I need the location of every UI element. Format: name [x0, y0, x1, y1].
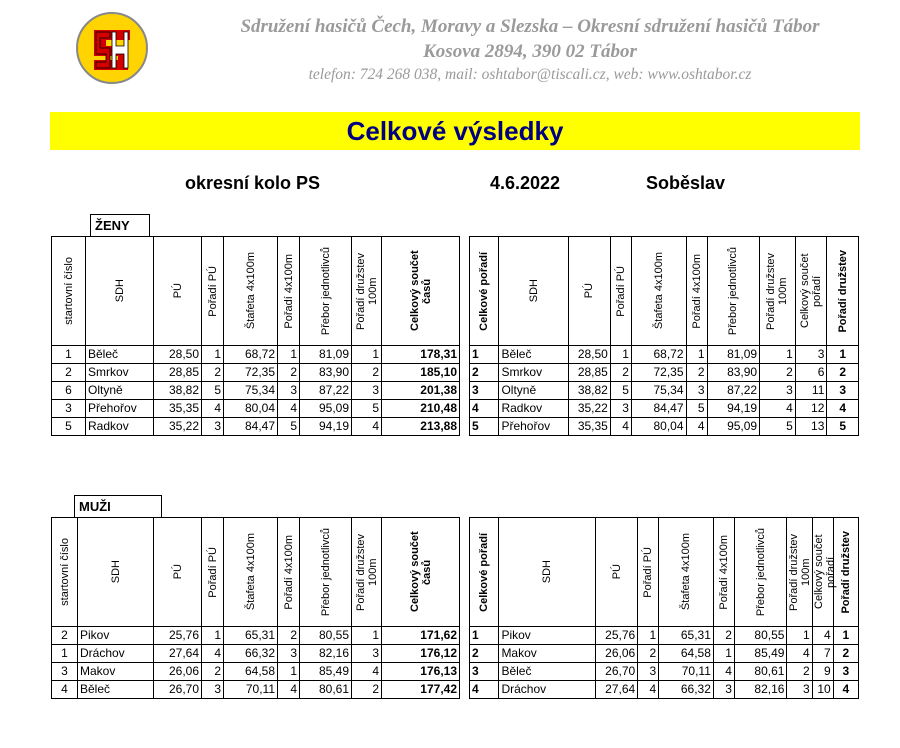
table-cell: 85,49 [734, 645, 787, 663]
table-row [470, 346, 859, 364]
table-cell: 213,88 [382, 418, 460, 436]
column-header-label: Celkový součet pořadí [812, 534, 837, 610]
table-cell: 2 [713, 627, 734, 645]
page-title: Celkové výsledky [346, 116, 564, 146]
column-header [278, 518, 300, 627]
table-cell: 3 [278, 645, 300, 663]
table-cell: 4 [352, 663, 382, 681]
team-name-cell: Smrkov [86, 364, 154, 382]
column-header [382, 237, 460, 346]
team-name-cell: Oltyně [86, 382, 154, 400]
column-header-label: Celkové pořadí [478, 251, 491, 331]
table-cell: 5 [470, 418, 499, 436]
table-cell: 65,31 [224, 627, 278, 645]
column-header-label: PÚ [171, 564, 184, 580]
table-cell: 95,09 [707, 418, 760, 436]
column-header [827, 237, 859, 346]
column-header [154, 518, 202, 627]
table-cell: 5 [352, 400, 382, 418]
column-header-label: Pořadí 4x100m [282, 253, 295, 329]
table-cell: 26,70 [154, 681, 202, 699]
team-name-cell: Běleč [499, 663, 596, 681]
table-cell: 80,61 [734, 663, 787, 681]
header-row [52, 237, 460, 346]
table-cell: 2 [686, 364, 707, 382]
table-cell: 3 [787, 681, 812, 699]
team-name-cell: Oltyně [499, 382, 568, 400]
table-cell: 2 [352, 364, 382, 382]
table-cell: 5 [760, 418, 796, 436]
table-cell: 1 [470, 627, 499, 645]
table-cell: 70,11 [224, 681, 278, 699]
table-row [470, 663, 859, 681]
table-cell: 84,47 [224, 418, 278, 436]
table-cell: 94,19 [300, 418, 352, 436]
table-row [52, 400, 460, 418]
table-cell: 5 [827, 418, 859, 436]
column-header-label: Pořadí 4x100m [282, 534, 295, 610]
table-cell: 10 [812, 681, 833, 699]
column-header-label: SDH [109, 560, 122, 584]
column-header-label: Přebor jednotlivců [319, 527, 332, 617]
table-cell: 3 [52, 663, 78, 681]
table-cell: 66,32 [224, 645, 278, 663]
header-row [470, 237, 859, 346]
table-cell: 75,34 [224, 382, 278, 400]
table-cell: 4 [638, 681, 659, 699]
column-header [787, 518, 812, 627]
column-header [300, 237, 352, 346]
table-cell: 3 [795, 346, 827, 364]
table-cell: 5 [278, 418, 300, 436]
table-row [470, 645, 859, 663]
table-cell: 1 [713, 645, 734, 663]
table-cell: 28,85 [568, 364, 610, 382]
table-cell: 1 [833, 627, 858, 645]
table-cell: 82,16 [300, 645, 352, 663]
results-table-zeny-times [51, 236, 460, 436]
table-cell: 171,62 [382, 627, 460, 645]
table-cell: 95,09 [300, 400, 352, 418]
table-row [52, 418, 460, 436]
table-cell: 26,70 [596, 663, 638, 681]
column-header [202, 518, 224, 627]
table-row [52, 663, 460, 681]
table-cell: 1 [278, 663, 300, 681]
team-name-cell: Běleč [499, 346, 568, 364]
table-cell: 1 [52, 346, 86, 364]
column-header-label: SDH [113, 279, 126, 303]
column-header-label: PÚ [583, 283, 596, 299]
column-header-label: Pořadí družstev [839, 530, 852, 614]
table-cell: 3 [52, 400, 86, 418]
column-header [499, 237, 568, 346]
table-cell: 35,35 [568, 418, 610, 436]
column-header [52, 237, 86, 346]
table-cell: 82,16 [734, 681, 787, 699]
table-cell: 5 [686, 400, 707, 418]
team-name-cell: Radkov [499, 400, 568, 418]
title-banner [50, 112, 860, 150]
table-cell: 25,76 [154, 627, 202, 645]
table-cell: 4 [202, 400, 224, 418]
team-name-cell: Dráchov [499, 681, 596, 699]
table-cell: 4 [812, 627, 833, 645]
table-cell: 2 [610, 364, 631, 382]
table-cell: 3 [470, 382, 499, 400]
header-address: Kosova 2894, 390 02 Tábor [423, 41, 637, 62]
column-header [470, 518, 499, 627]
table-cell: 38,82 [154, 382, 202, 400]
table-cell: 3 [278, 382, 300, 400]
column-header-label: Přebor jednotlivců [754, 527, 767, 617]
column-header-label: Štafeta 4x100m [244, 252, 257, 330]
column-header [499, 518, 596, 627]
table-cell: 4 [713, 663, 734, 681]
table-cell: 64,58 [659, 645, 714, 663]
column-header-label: SDH [527, 279, 540, 303]
table-cell: 94,19 [707, 400, 760, 418]
column-header [596, 518, 638, 627]
column-header [812, 518, 837, 627]
column-header [86, 237, 154, 346]
column-header-label: Celkový součet pořadí [799, 253, 824, 329]
table-cell: 75,34 [631, 382, 686, 400]
table-cell: 80,55 [300, 627, 352, 645]
table-cell: 4 [686, 418, 707, 436]
team-name-cell: Makov [78, 663, 154, 681]
table-cell: 6 [52, 382, 86, 400]
column-header [470, 237, 499, 346]
column-header-label: Přebor jednotlivců [319, 246, 332, 336]
column-header-label: Přebor jednotlivců [727, 246, 740, 336]
table-cell: 2 [638, 645, 659, 663]
column-header-label: Pořadí družstev [836, 249, 849, 333]
column-header [760, 237, 796, 346]
column-header [659, 518, 714, 627]
category-label-zeny: ŽENY [90, 214, 150, 236]
column-header [154, 237, 202, 346]
table-cell: 35,35 [154, 400, 202, 418]
table-cell: 2 [278, 627, 300, 645]
table-cell: 85,49 [300, 663, 352, 681]
column-header-label: Pořadí družstev 100m [354, 252, 379, 330]
table-cell: 1 [610, 346, 631, 364]
team-name-cell: Dráchov [78, 645, 154, 663]
header-organization: Sdružení hasičů Čech, Moravy a Slezska – Okresní sdružení hasičů Tábor [240, 16, 820, 37]
column-header-label: Pořadí družstev 100m [787, 533, 812, 611]
table-cell: 2 [352, 681, 382, 699]
table-cell: 13 [795, 418, 827, 436]
table-cell: 4 [352, 418, 382, 436]
table-cell: 80,04 [224, 400, 278, 418]
event-date: 4.6.2022 [490, 173, 561, 193]
column-header-label: Celkové pořadí [478, 532, 491, 612]
column-header [638, 518, 659, 627]
table-cell: 3 [833, 663, 858, 681]
table-cell: 2 [760, 364, 796, 382]
table-cell: 72,35 [224, 364, 278, 382]
table-cell: 4 [278, 400, 300, 418]
table-cell: 11 [795, 382, 827, 400]
table-cell: 80,61 [300, 681, 352, 699]
table-cell: 27,64 [154, 645, 202, 663]
team-name-cell: Běleč [86, 346, 154, 364]
column-header [734, 518, 787, 627]
table-cell: 68,72 [631, 346, 686, 364]
header-row [470, 518, 859, 627]
team-name-cell: Běleč [78, 681, 154, 699]
table-cell: 3 [470, 663, 499, 681]
table-cell: 5 [610, 382, 631, 400]
table-cell: 87,22 [300, 382, 352, 400]
column-header [224, 237, 278, 346]
table-cell: 4 [833, 681, 858, 699]
column-header [610, 237, 631, 346]
table-cell: 3 [827, 382, 859, 400]
table-cell: 25,76 [596, 627, 638, 645]
table-row [470, 382, 859, 400]
team-name-cell: Pikov [78, 627, 154, 645]
table-cell: 68,72 [224, 346, 278, 364]
column-header [52, 518, 78, 627]
table-cell: 81,09 [707, 346, 760, 364]
table-cell: 26,06 [154, 663, 202, 681]
table-cell: 3 [202, 418, 224, 436]
table-cell: 2 [833, 645, 858, 663]
table-cell: 1 [278, 346, 300, 364]
column-header-label: Celkový součet časů [408, 250, 433, 332]
table-cell: 1 [686, 346, 707, 364]
table-cell: 210,48 [382, 400, 460, 418]
table-cell: 2 [52, 627, 78, 645]
table-cell: 2 [470, 645, 499, 663]
team-name-cell: Pikov [499, 627, 596, 645]
table-row [470, 364, 859, 382]
category-label-muzi: MUŽI [74, 495, 162, 517]
table-cell: 2 [787, 663, 812, 681]
table-cell: 80,04 [631, 418, 686, 436]
table-cell: 38,82 [568, 382, 610, 400]
column-header-label: Štafeta 4x100m [680, 533, 693, 611]
column-header-label: startovní číslo [58, 538, 71, 606]
column-header [300, 518, 352, 627]
table-cell: 1 [760, 346, 796, 364]
table-cell: 12 [795, 400, 827, 418]
table-cell: 1 [787, 627, 812, 645]
table-cell: 1 [52, 645, 78, 663]
team-name-cell: Přehořov [499, 418, 568, 436]
table-cell: 4 [470, 681, 499, 699]
column-header-label: Pořadí 4x100m [690, 253, 703, 329]
table-cell: 64,58 [224, 663, 278, 681]
table-cell: 1 [352, 346, 382, 364]
table-row [52, 645, 460, 663]
column-header [202, 237, 224, 346]
column-header [631, 237, 686, 346]
column-header-label: Štafeta 4x100m [652, 252, 665, 330]
column-header [795, 237, 827, 346]
table-row [470, 400, 859, 418]
table-cell: 4 [470, 400, 499, 418]
table-cell: 1 [202, 627, 224, 645]
table-cell: 28,85 [154, 364, 202, 382]
table-cell: 2 [52, 364, 86, 382]
column-header-label: Pořadí PÚ [206, 265, 219, 317]
table-cell: 1 [827, 346, 859, 364]
table-cell: 4 [202, 645, 224, 663]
column-header-label: Pořadí PÚ [642, 546, 655, 598]
table-cell: 83,90 [707, 364, 760, 382]
table-cell: 4 [610, 418, 631, 436]
column-header-label: SDH [541, 560, 554, 584]
column-header [352, 237, 382, 346]
table-cell: 185,10 [382, 364, 460, 382]
table-cell: 3 [352, 382, 382, 400]
table-cell: 4 [278, 681, 300, 699]
table-cell: 72,35 [631, 364, 686, 382]
table-row [52, 681, 460, 699]
column-header-label: startovní číslo [62, 257, 75, 325]
column-header [707, 237, 760, 346]
table-cell: 35,22 [568, 400, 610, 418]
column-header-label: Pořadí družstev 100m [354, 533, 379, 611]
table-row [470, 681, 859, 699]
table-cell: 3 [686, 382, 707, 400]
table-cell: 2 [202, 663, 224, 681]
table-cell: 2 [278, 364, 300, 382]
table-cell: 3 [202, 681, 224, 699]
table-cell: 81,09 [300, 346, 352, 364]
event-name: okresní kolo PS [185, 173, 321, 193]
column-header [713, 518, 734, 627]
column-header-label: Pořadí družstev 100m [765, 252, 790, 330]
team-name-cell: Přehořov [86, 400, 154, 418]
table-cell: 5 [52, 418, 86, 436]
table-cell: 87,22 [707, 382, 760, 400]
table-cell: 83,90 [300, 364, 352, 382]
column-header-label: PÚ [171, 283, 184, 299]
table-cell: 3 [352, 645, 382, 663]
table-cell: 2 [470, 364, 499, 382]
table-cell: 178,31 [382, 346, 460, 364]
column-header [224, 518, 278, 627]
table-cell: 3 [713, 681, 734, 699]
table-cell: 80,55 [734, 627, 787, 645]
table-cell: 176,13 [382, 663, 460, 681]
table-row [52, 346, 460, 364]
column-header-label: PÚ [610, 564, 623, 580]
table-cell: 27,64 [596, 681, 638, 699]
column-header-label: Štafeta 4x100m [244, 533, 257, 611]
table-cell: 5 [202, 382, 224, 400]
column-header [686, 237, 707, 346]
table-cell: 7 [812, 645, 833, 663]
table-cell: 28,50 [568, 346, 610, 364]
table-cell: 2 [827, 364, 859, 382]
table-row [52, 627, 460, 645]
table-cell: 1 [638, 627, 659, 645]
table-cell: 3 [638, 663, 659, 681]
table-cell: 66,32 [659, 681, 714, 699]
table-cell: 2 [202, 364, 224, 382]
header-row [52, 518, 460, 627]
table-cell: 35,22 [154, 418, 202, 436]
table-cell: 4 [760, 400, 796, 418]
column-header-label: Pořadí PÚ [614, 265, 627, 317]
table-cell: 1 [470, 346, 499, 364]
table-cell: 84,47 [631, 400, 686, 418]
table-cell: 4 [827, 400, 859, 418]
team-name-cell: Radkov [86, 418, 154, 436]
column-header [78, 518, 154, 627]
table-cell: 177,42 [382, 681, 460, 699]
table-row [470, 627, 859, 645]
column-header-label: Pořadí 4x100m [717, 534, 730, 610]
table-cell: 26,06 [596, 645, 638, 663]
table-cell: 3 [610, 400, 631, 418]
sh-cmms-logo [72, 10, 152, 86]
team-name-cell: Makov [499, 645, 596, 663]
table-cell: 1 [202, 346, 224, 364]
column-header-label: Pořadí PÚ [206, 546, 219, 598]
event-place: Soběslav [646, 173, 726, 193]
team-name-cell: Smrkov [499, 364, 568, 382]
column-header [352, 518, 382, 627]
table-cell: 28,50 [154, 346, 202, 364]
table-cell: 1 [352, 627, 382, 645]
table-row [470, 418, 859, 436]
column-header-label: Celkový součet časů [408, 531, 433, 613]
results-table-muzi-times [51, 517, 460, 699]
table-row [52, 382, 460, 400]
results-table-zeny-ranking [469, 236, 859, 436]
column-header [382, 518, 460, 627]
table-row [52, 364, 460, 382]
table-cell: 4 [787, 645, 812, 663]
table-cell: 201,38 [382, 382, 460, 400]
table-cell: 176,12 [382, 645, 460, 663]
results-table-muzi-ranking [469, 517, 859, 699]
table-cell: 65,31 [659, 627, 714, 645]
table-cell: 70,11 [659, 663, 714, 681]
table-cell: 9 [812, 663, 833, 681]
table-cell: 3 [760, 382, 796, 400]
table-cell: 4 [52, 681, 78, 699]
column-header [568, 237, 610, 346]
header-contact: telefon: 724 268 038, mail: oshtabor@tiscali.cz, web: www.oshtabor.cz [308, 66, 752, 83]
table-cell: 6 [795, 364, 827, 382]
column-header [278, 237, 300, 346]
